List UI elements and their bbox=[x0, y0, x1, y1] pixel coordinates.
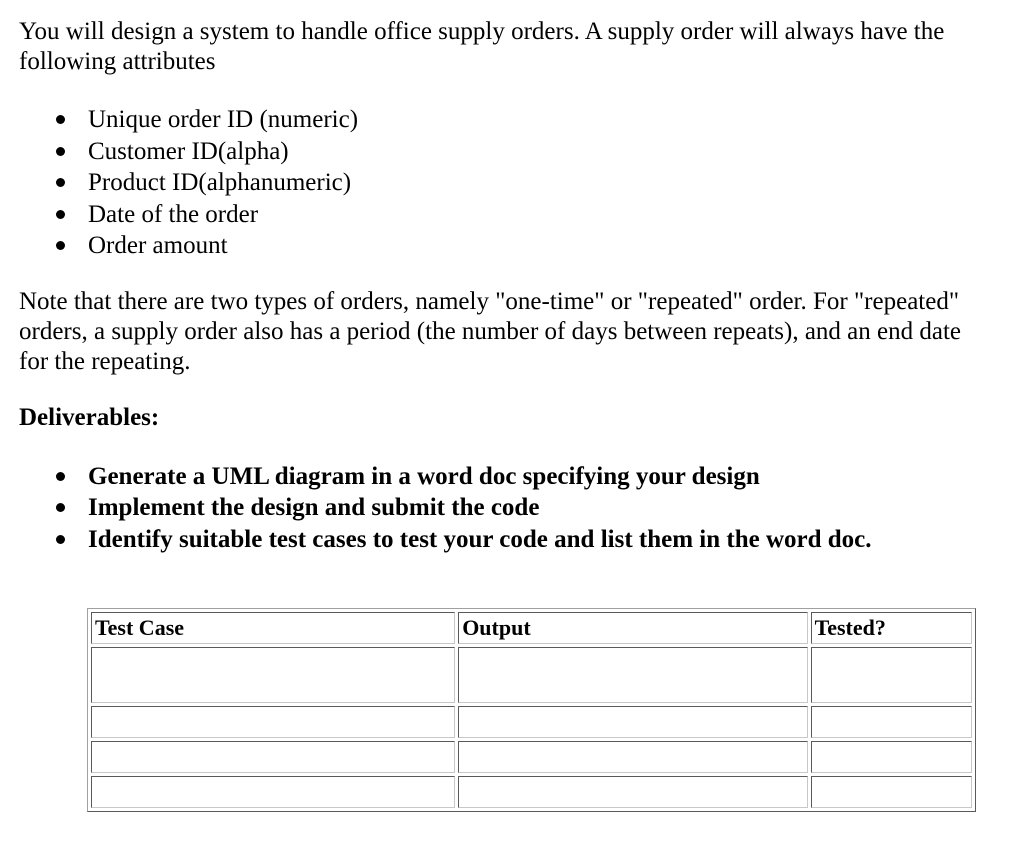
bullet-icon bbox=[56, 503, 65, 512]
attribute-label: Product ID(alphanumeric) bbox=[88, 169, 352, 196]
table-cell bbox=[811, 741, 972, 773]
attribute-label: Order amount bbox=[88, 232, 228, 259]
attribute-label: Date of the order bbox=[88, 200, 259, 228]
bullet-icon bbox=[56, 115, 65, 124]
table-cell bbox=[458, 741, 807, 773]
table-cell bbox=[458, 776, 807, 808]
attribute-label: Customer ID(alpha) bbox=[88, 137, 289, 165]
table-cell bbox=[811, 776, 972, 808]
test-case-table bbox=[87, 608, 976, 812]
list-item bbox=[19, 167, 994, 199]
header-output: Output bbox=[458, 612, 807, 644]
table-cell bbox=[811, 706, 972, 738]
intro-paragraph: You will design a system to handle office supply orders. A supply order will always have the following attributes bbox=[19, 18, 945, 75]
deliverable-label: Identify suitable test cases to test your code and list them in the word doc. bbox=[88, 525, 872, 553]
deliverable-label: Generate a UML diagram in a word doc specifying your design bbox=[88, 462, 760, 490]
attribute-label: Unique order ID (numeric) bbox=[88, 106, 359, 133]
deliverables-list bbox=[19, 461, 994, 556]
attributes-list bbox=[19, 104, 994, 262]
table-cell bbox=[458, 706, 807, 738]
deliverable-label: Implement the design and submit the code bbox=[88, 494, 540, 521]
bullet-icon bbox=[56, 472, 65, 481]
bullet-icon bbox=[56, 241, 65, 250]
table-cell bbox=[91, 706, 455, 738]
header-test-case: Test Case bbox=[91, 612, 455, 644]
note-paragraph: Note that there are two types of orders, namely "one-time" or "repeated" order. For "repeated" orders, a supply order also has a period (the number of days between repeats), and an end date for the repeating. bbox=[19, 287, 962, 375]
table-cell bbox=[91, 647, 455, 703]
list-item bbox=[19, 461, 994, 493]
table-row bbox=[91, 647, 972, 703]
bullet-icon bbox=[56, 147, 65, 156]
bullet-icon bbox=[56, 210, 65, 219]
table-cell bbox=[91, 741, 455, 773]
table-row bbox=[91, 741, 972, 773]
table-cell bbox=[91, 776, 455, 808]
bullet-icon bbox=[56, 535, 65, 544]
bullet-icon bbox=[56, 178, 65, 187]
document-body bbox=[19, 17, 994, 555]
deliverables-heading: Deliverables: bbox=[19, 403, 160, 431]
header-tested: Tested? bbox=[811, 612, 972, 644]
list-item bbox=[19, 199, 994, 231]
list-item bbox=[19, 230, 994, 262]
list-item bbox=[19, 136, 994, 168]
table-cell bbox=[811, 647, 972, 703]
list-item bbox=[19, 524, 994, 556]
table-row bbox=[91, 776, 972, 808]
table-row bbox=[91, 706, 972, 738]
list-item bbox=[19, 104, 994, 136]
table-cell bbox=[458, 647, 807, 703]
list-item bbox=[19, 492, 994, 524]
table-header-row bbox=[91, 612, 972, 644]
